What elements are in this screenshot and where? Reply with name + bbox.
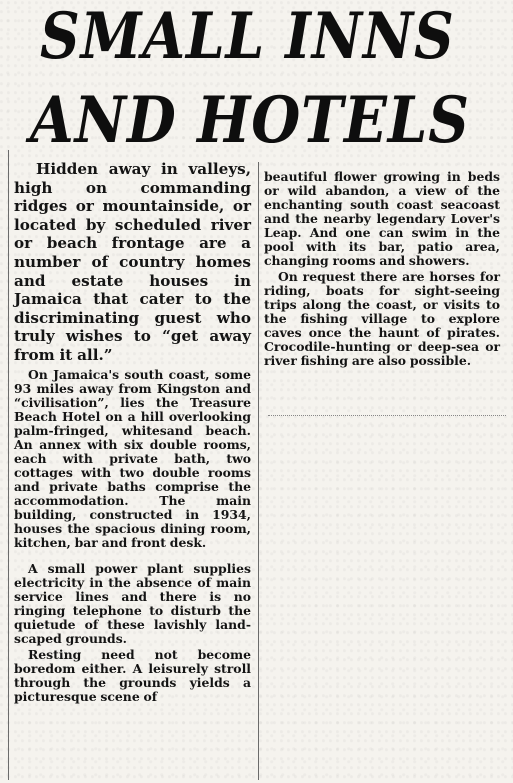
body-paragraph: On Jamaica's south coast, some 93 miles away from Kingston and “civilisation”, lies the Treasure Beach Hotel on a hill overlooking palm-fringed, whitesand beach. An annex with six double rooms, each with private bath, two cottages with two double rooms and private baths comprise the accommodation. The main building, constructed in 1934, houses the spacious dining room, kitchen, bar and front desk. (14, 366, 251, 550)
body-paragraph: On request there are horses for riding, boats for sight-seeing trips along the coast, or visits to the fishing village to explore caves once the haunt of pirates. Crocodile-hunting or deep-sea or river fishing are also possible. (264, 269, 500, 368)
body-paragraph: A small power plant supplies electricity in the absence of main service lines and there is no ringing telephone to disturb the quietude of these lavishly landscaped grounds. (14, 560, 251, 646)
body-paragraph: Resting need not become boredom either. A leisurely stroll through the grounds yields a picturesque scene of (14, 646, 251, 704)
column-end-rule (268, 415, 506, 420)
headline-line-2: AND HOTELS (30, 83, 470, 158)
lead-paragraph: Hidden away in valleys, high on commanding ridges or mountainside, or located by scheduled river or beach frontage are a number of country homes and estate houses in Jamaica that cater to the discriminating guest who truly wishes to “get away from it all.” (14, 160, 251, 364)
left-column (14, 160, 251, 704)
right-column (264, 170, 500, 368)
body-paragraph: beautiful flower growing in beds or wild abandon, a view of the enchanting south coast seacoast and the nearby legendary Lover's Leap. And one can swim in the pool with its bar, patio area, changing rooms and showers. (264, 169, 500, 268)
column-rule-left (8, 150, 9, 780)
headline-line-1: SMALL INNS (40, 0, 455, 74)
column-rule-middle (258, 162, 259, 780)
